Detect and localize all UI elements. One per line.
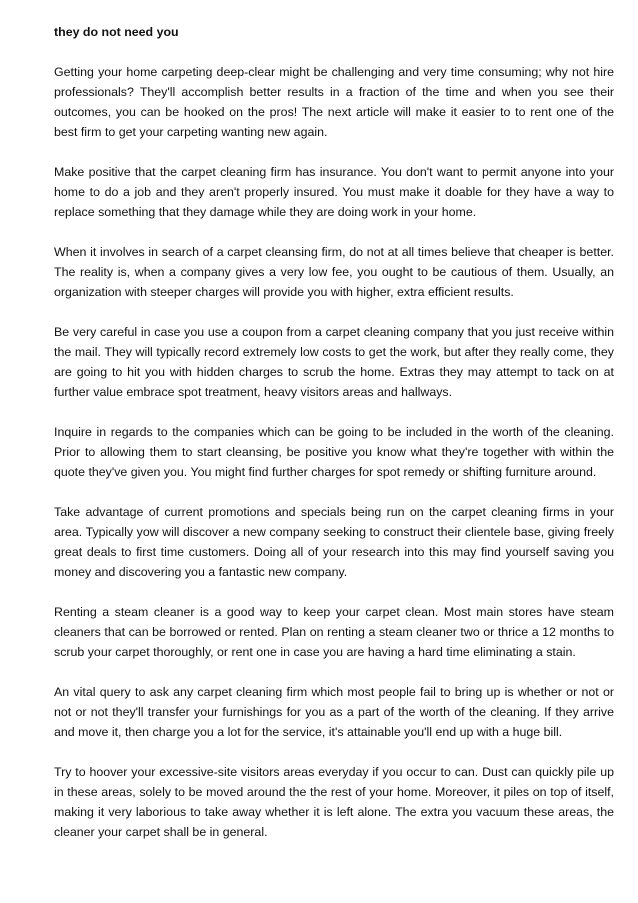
paragraph-1: Getting your home carpeting deep-clear might be challenging and very time consuming; why not hire professionals? They'll accomplish better results in a fraction of the time and when you see their outcomes, you can be hooked on the pros! The next article will make it easier to to rent one of the best firm to get your carpeting wanting new again. <box>54 65 614 139</box>
document-page <box>54 22 614 842</box>
paragraph-2: Make positive that the carpet cleaning firm has insurance. You don't want to permit anyone into your home to do a job and they aren't properly insured. You must make it doable for they have a way to replace something that they damage while they are doing work in your home. <box>54 165 614 219</box>
paragraph-8: An vital query to ask any carpet cleaning firm which most people fail to bring up is whether or not or not or not they'll transfer your furnishings for you as a part of the worth of the cleaning. If they arrive and move it, then charge you a lot for the service, it's attainable you'll end up with a huge bill. <box>54 685 614 739</box>
paragraph-4: Be very careful in case you use a coupon from a carpet cleaning company that you just receive within the mail. They will typically record extremely low costs to get the work, but after they really come, they are going to hit you with hidden charges to scrub the home. Extras they may attempt to tack on at further value embrace spot treatment, heavy visitors areas and hallways. <box>54 325 614 399</box>
paragraph-7: Renting a steam cleaner is a good way to keep your carpet clean. Most main stores have steam cleaners that can be borrowed or rented. Plan on renting a steam cleaner two or thrice a 12 months to scrub your carpet thoroughly, or rent one in case you are having a hard time eliminating a stain. <box>54 605 614 659</box>
paragraph-5: Inquire in regards to the companies which can be going to be included in the worth of the cleaning. Prior to allowing them to start cleansing, be positive you know what they're together with within the quote they've given you. You might find further charges for spot remedy or shifting furniture around. <box>54 425 614 479</box>
paragraph-6: Take advantage of current promotions and specials being run on the carpet cleaning firms in your area. Typically yow will discover a new company seeking to construct their clientele base, giving freely great deals to first time customers. Doing all of your research into this may find yourself saving you money and discovering you a fantastic new company. <box>54 505 614 579</box>
paragraph-3: When it involves in search of a carpet cleansing firm, do not at all times believe that cheaper is better. The reality is, when a company gives a very low fee, you ought to be cautious of them. Usually, an organization with steeper charges will provide you with higher, extra efficient results. <box>54 245 614 299</box>
paragraph-9: Try to hoover your excessive-site visitors areas everyday if you occur to can. Dust can quickly pile up in these areas, solely to be moved around the the rest of your home. Moreover, it piles on top of itself, making it very laborious to take away whether it is left alone. The extra you vacuum these areas, the cleaner your carpet shall be in general. <box>54 765 614 839</box>
document-title: they do not need you <box>54 25 179 39</box>
